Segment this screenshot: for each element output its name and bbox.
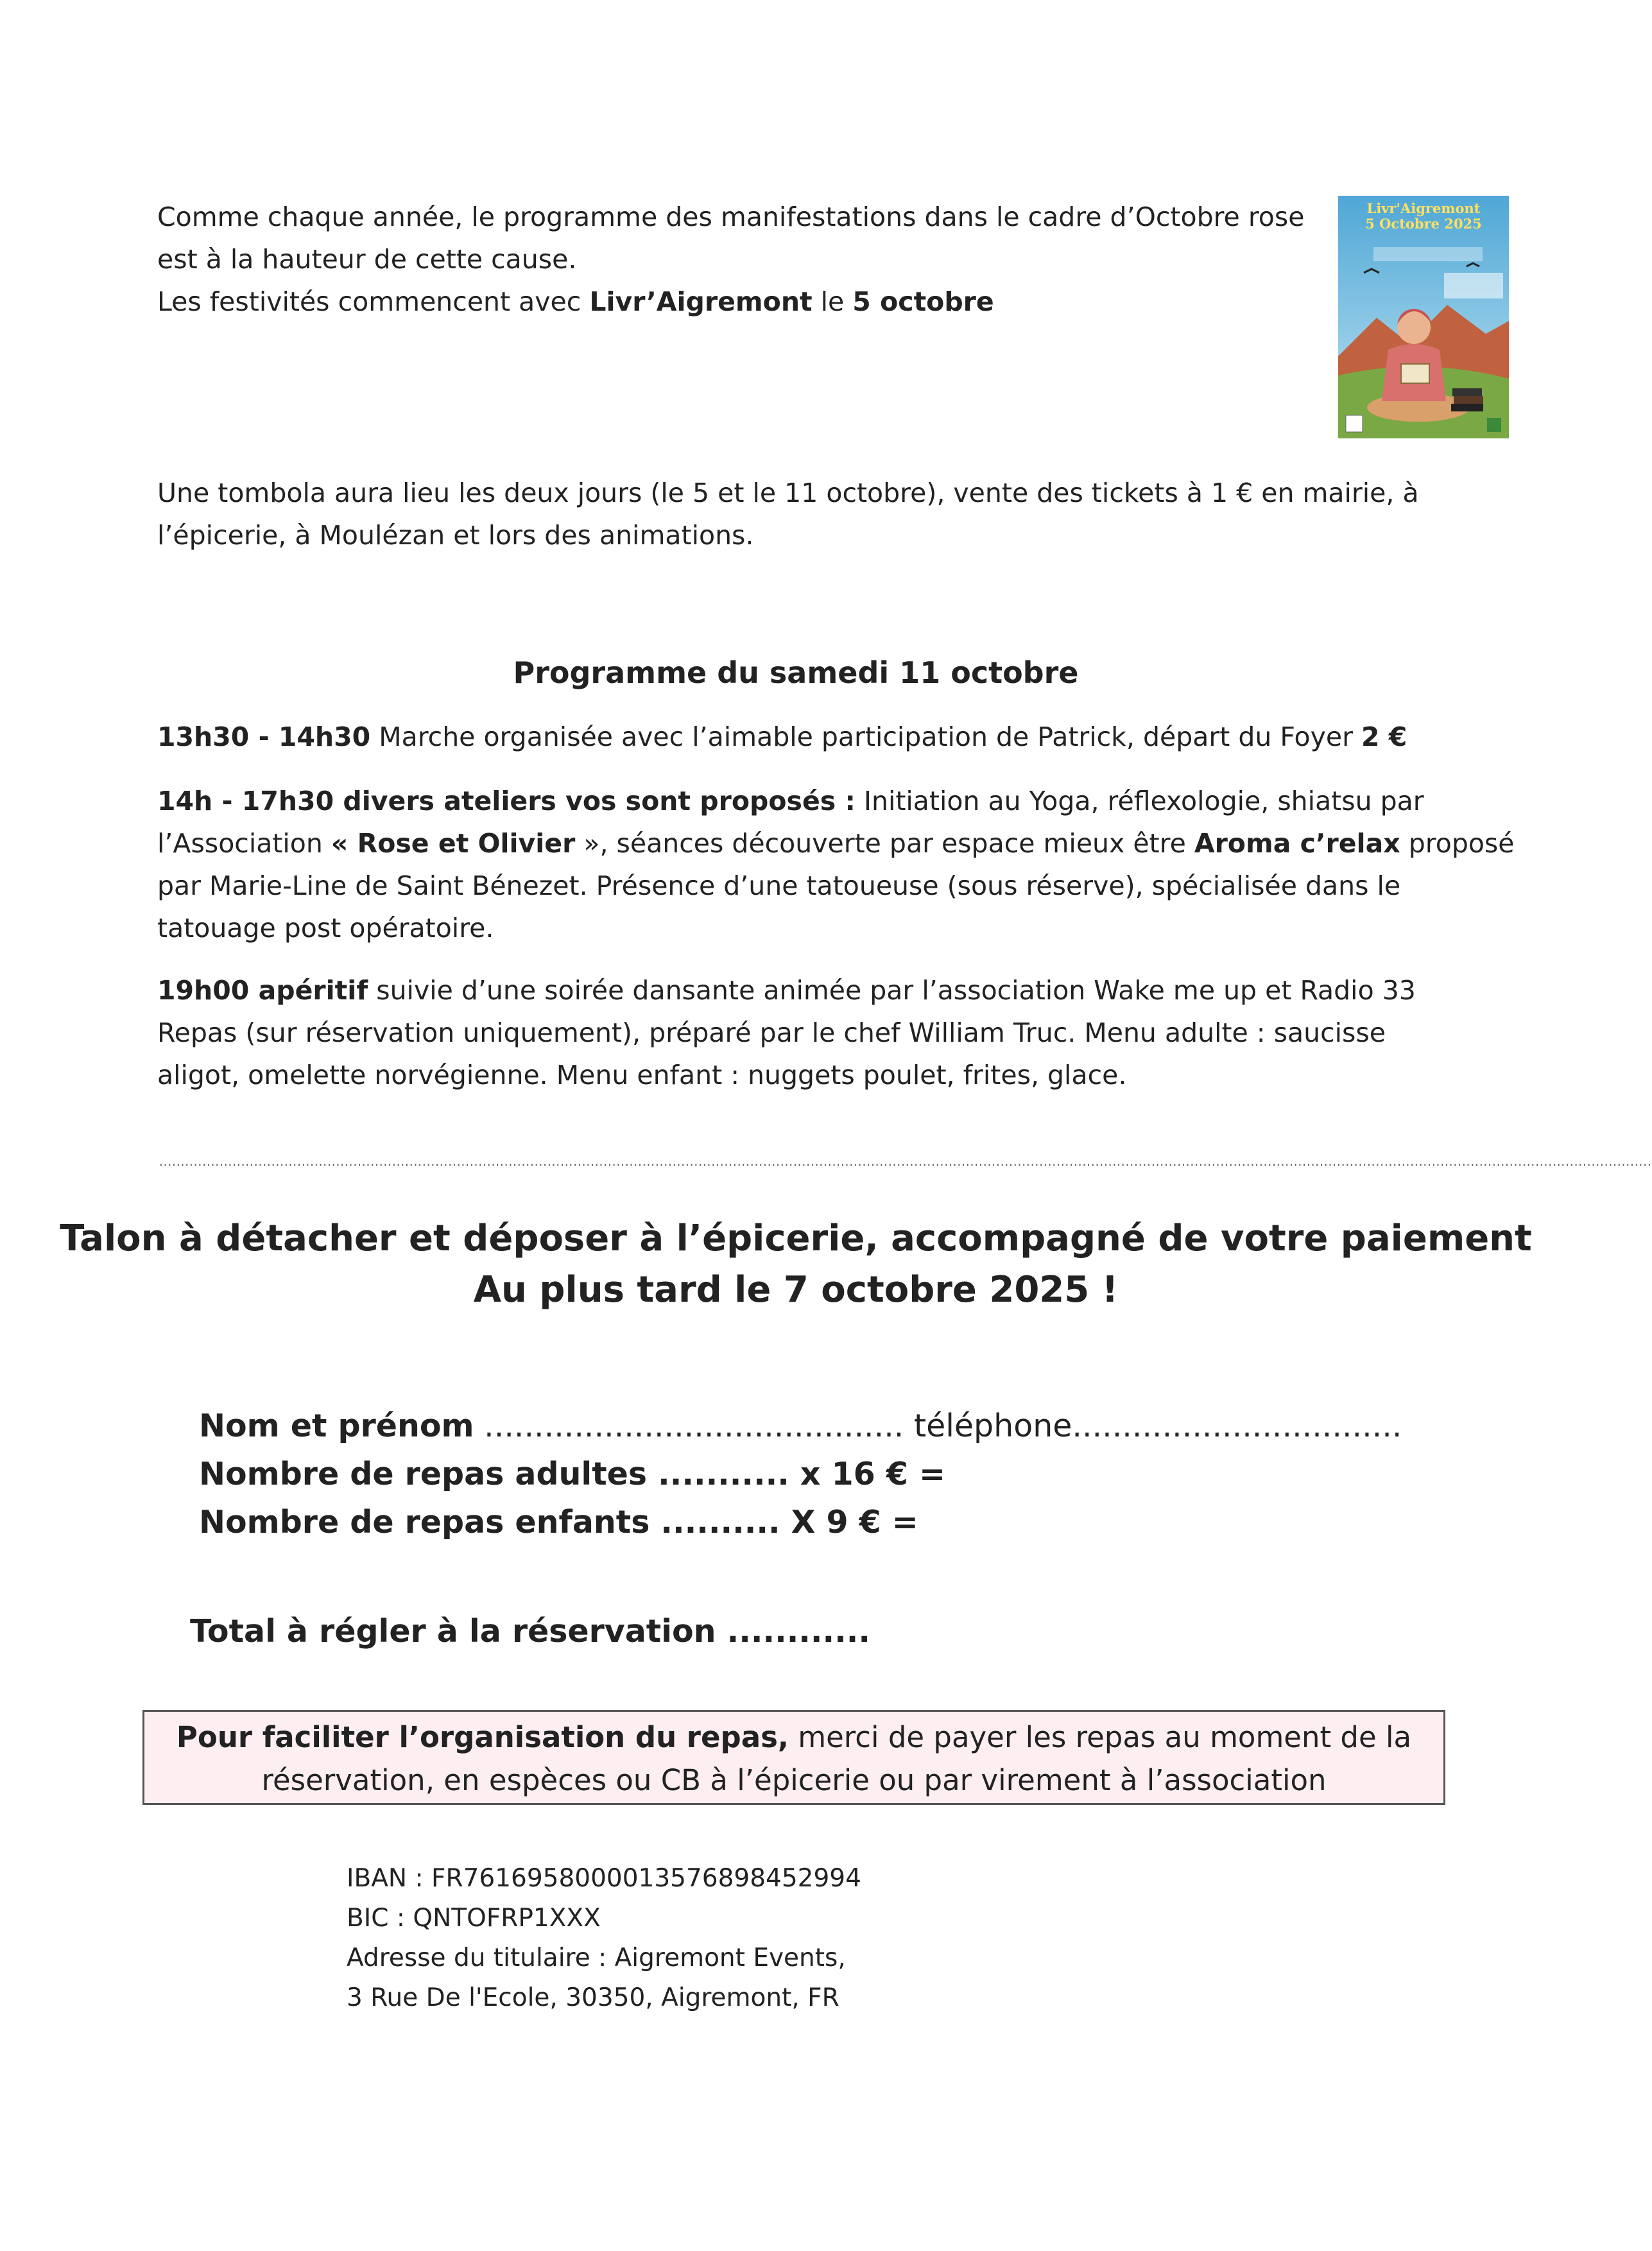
evening-line-3: aligot, omelette norvégienne. Menu enfant : nuggets poulet, frites, glace. — [157, 1060, 1127, 1091]
holder-address: 3 Rue De l'Ecole, 30350, Aigremont, FR — [347, 1983, 839, 2012]
account-holder: Adresse du titulaire : Aigremont Events, — [347, 1944, 846, 1972]
workshops-line-1-text: Initiation au Yoga, réflexologie, shiatsu par — [855, 786, 1424, 816]
bank-info — [347, 1859, 861, 2018]
programme-item-walk — [157, 716, 1407, 758]
total-field[interactable]: ............ — [716, 1613, 870, 1650]
evening-line-2: Repas (sur réservation uniquement), préparé par le chef William Truc. Menu adulte : saucisse — [157, 1017, 1386, 1048]
bic: BIC : QNTOFRP1XXX — [347, 1904, 601, 1933]
intro-line-1: Comme chaque année, le programme des manifestations dans le cadre d’Octobre rose — [157, 202, 1305, 232]
adult-meals-price: x 16 € = — [800, 1456, 946, 1492]
evening-time: 19h00 apéritif — [157, 975, 368, 1006]
workshops-line-2 — [157, 822, 1515, 865]
event-poster-image — [1338, 196, 1509, 438]
tombola-line-2: l’épicerie, à Moulézan et lors des animations. — [157, 520, 754, 551]
programme-item-workshops — [157, 780, 1515, 949]
phone-label: téléphone — [913, 1408, 1072, 1444]
evening-line-1-text: suivie d’une soirée dansante animée par l’association Wake me up et Radio 33 — [368, 975, 1416, 1006]
intro-line-3 — [157, 280, 1304, 323]
walk-time: 13h30 - 14h30 — [157, 721, 371, 752]
total-label: Total à régler à la réservation — [190, 1613, 716, 1650]
walk-line — [157, 716, 1407, 758]
poster-illustration — [1338, 196, 1509, 438]
adult-meals-field[interactable]: ........... — [647, 1456, 800, 1492]
workshops-heading: 14h - 17h30 divers ateliers vos sont proposés : — [157, 786, 856, 816]
event-name: Livr’Aigremont — [589, 286, 813, 317]
child-meals-row — [199, 1499, 918, 1546]
payment-note-bold: Pour faciliter l’organisation du repas, — [176, 1720, 789, 1754]
poster-title: Livr'Aigremont — [1366, 200, 1481, 216]
total-row — [190, 1608, 870, 1655]
payment-note-line-1 — [144, 1716, 1443, 1759]
child-meals-price: X 9 € = — [791, 1504, 918, 1540]
walk-text: Marche organisée avec l’aimable participation de Patrick, départ du Foyer — [370, 721, 1361, 752]
aroma-relax-name: Aroma c’relax — [1194, 828, 1400, 859]
payment-note-box — [142, 1710, 1445, 1805]
workshops-line-2-mid: », séances découverte par espace mieux être — [575, 828, 1194, 859]
workshops-line-4: tatouage post opératoire. — [157, 913, 494, 944]
intro-line-2: est à la hauteur de cette cause. — [157, 244, 577, 275]
iban: IBAN : FR7616958000013576898452994 — [347, 1864, 861, 1893]
tombola-line-1: Une tombola aura lieu les deux jours (le 5 et le 11 octobre), vente des tickets à 1 € en mairie, à — [157, 478, 1419, 508]
name-field[interactable]: .......................................... — [474, 1408, 914, 1444]
child-meals-field[interactable]: .......... — [650, 1504, 791, 1540]
intro-paragraph — [157, 196, 1304, 323]
intro-line-3-prefix: Les festivités commencent avec — [157, 286, 590, 317]
talon-heading — [0, 1213, 1592, 1316]
programme-title: Programme du samedi 11 octobre — [513, 655, 1079, 690]
child-meals-label: Nombre de repas enfants — [199, 1504, 650, 1540]
talon-line-1: Talon à détacher et déposer à l’épicerie, accompagné de votre paiement — [60, 1218, 1532, 1259]
workshops-line-1 — [157, 780, 1515, 822]
name-phone-row — [199, 1402, 1402, 1450]
workshops-line-3: par Marie-Line de Saint Bénezet. Présence d’une tatoueuse (sous réserve), spécialisée dans le — [157, 870, 1401, 901]
name-label: Nom et prénom — [199, 1408, 474, 1444]
tombola-paragraph — [157, 472, 1419, 556]
talon-line-2: Au plus tard le 7 octobre 2025 ! — [473, 1269, 1119, 1311]
payment-note-rest: merci de payer les repas au moment de la — [788, 1720, 1412, 1754]
workshops-line-2-post: proposé — [1400, 828, 1515, 859]
association-name: « Rose et Olivier — [331, 828, 576, 859]
cut-line-separator: .......................................................................................................................................................................................................................................................................................................................................................... — [159, 1155, 1652, 1169]
walk-price: 2 € — [1361, 721, 1407, 752]
payment-note-line-2: réservation, en espèces ou CB à l’épicerie ou par virement à l’association — [261, 1763, 1327, 1797]
adult-meals-label: Nombre de repas adultes — [199, 1456, 648, 1492]
intro-line-3-mid: le — [812, 286, 853, 317]
poster-caption — [1338, 201, 1509, 232]
phone-field[interactable]: ................................. — [1072, 1408, 1402, 1444]
adult-meals-row — [199, 1451, 945, 1498]
poster-date: 5 Octobre 2025 — [1365, 216, 1482, 232]
workshops-line-2-pre: l’Association — [157, 828, 331, 859]
event-date: 5 octobre — [852, 286, 994, 317]
evening-line-1 — [157, 969, 1416, 1012]
programme-item-evening — [157, 969, 1416, 1096]
